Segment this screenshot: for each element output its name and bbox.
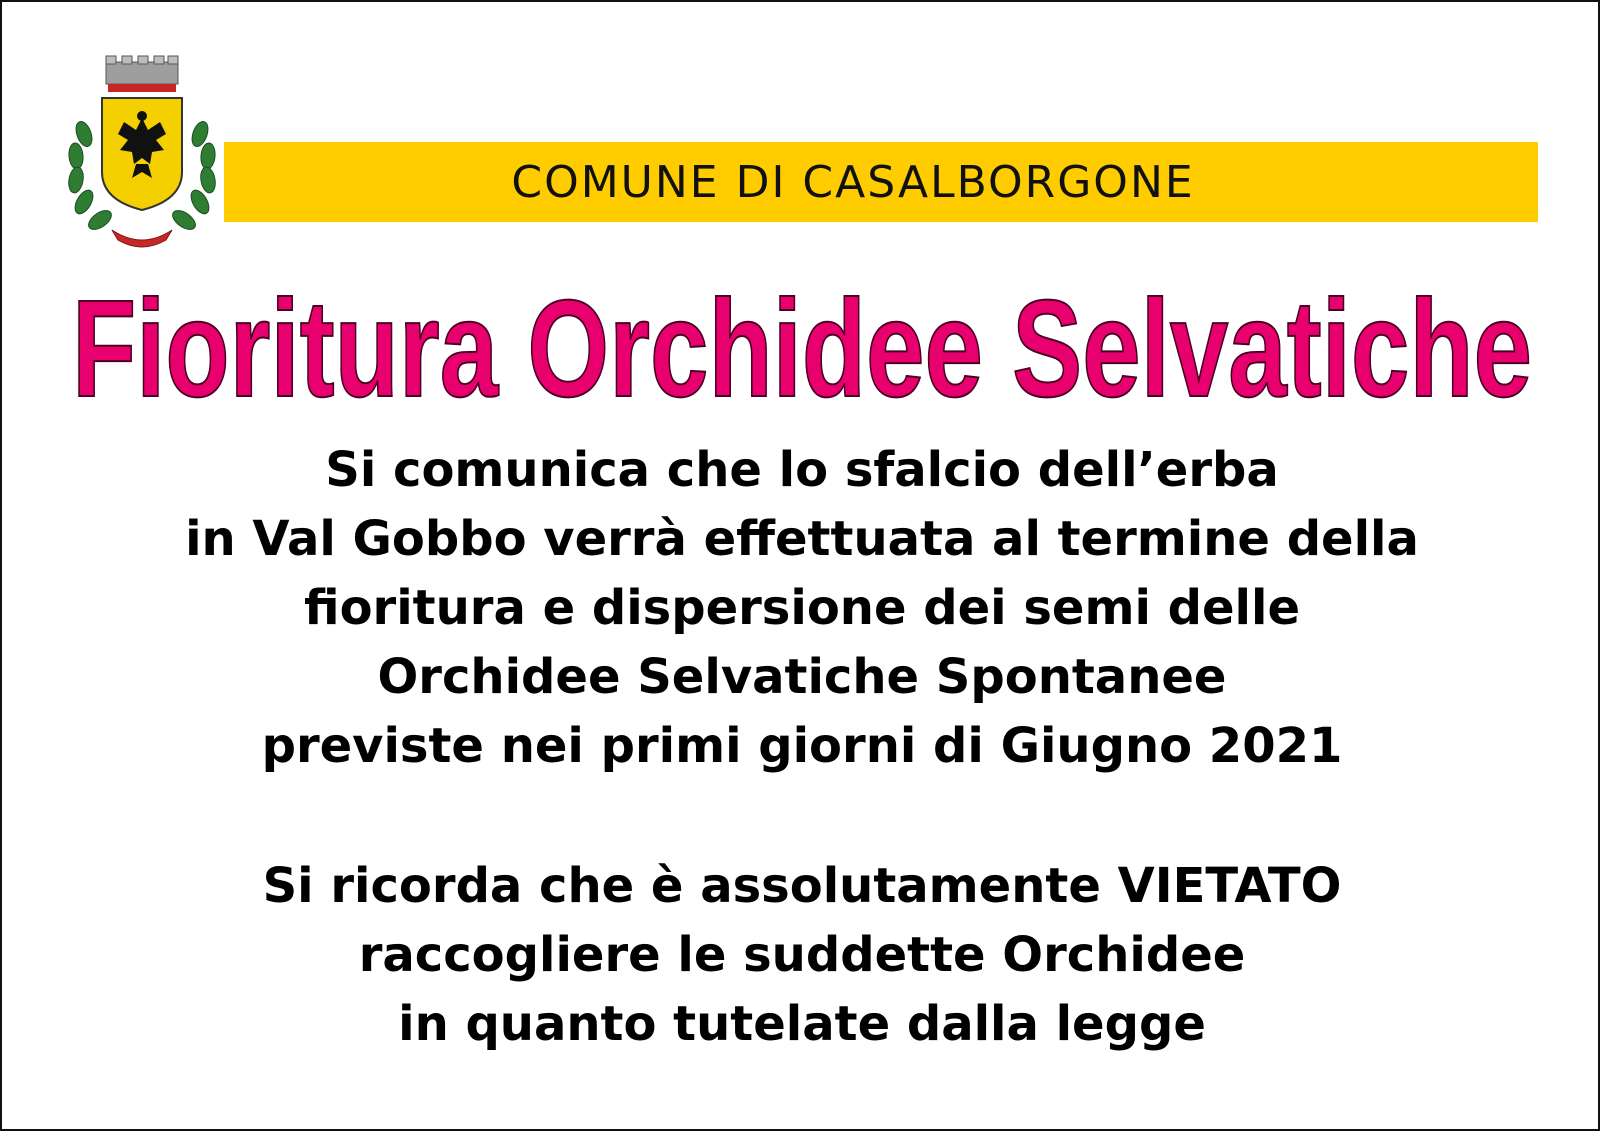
notice-line: in Val Gobbo verrà effettuata al termine della: [185, 511, 1419, 567]
headline: [2, 276, 1600, 426]
coat-of-arms-icon: [62, 54, 222, 254]
warning-line: Si ricorda che è assolutamente VIETATO: [262, 858, 1342, 914]
headline-text: Fioritura Orchidee Selvatiche: [72, 276, 1532, 426]
notice-paragraph: [2, 436, 1600, 781]
municipality-name: COMUNE DI CASALBORGONE: [511, 156, 1195, 208]
notice-line: Si comunica che lo sfalcio dell’erba: [325, 442, 1279, 498]
warning-line: raccogliere le suddette Orchidee: [358, 927, 1246, 983]
notice-line: previste nei primi giorni di Giugno 2021: [261, 718, 1343, 774]
warning-line: in quanto tutelate dalla legge: [398, 996, 1206, 1052]
notice-line: fioritura e dispersione dei semi delle: [304, 580, 1300, 636]
notice-line: Orchidee Selvatiche Spontanee: [377, 649, 1227, 705]
warning-paragraph: [2, 852, 1600, 1059]
municipality-banner: [224, 142, 1538, 222]
